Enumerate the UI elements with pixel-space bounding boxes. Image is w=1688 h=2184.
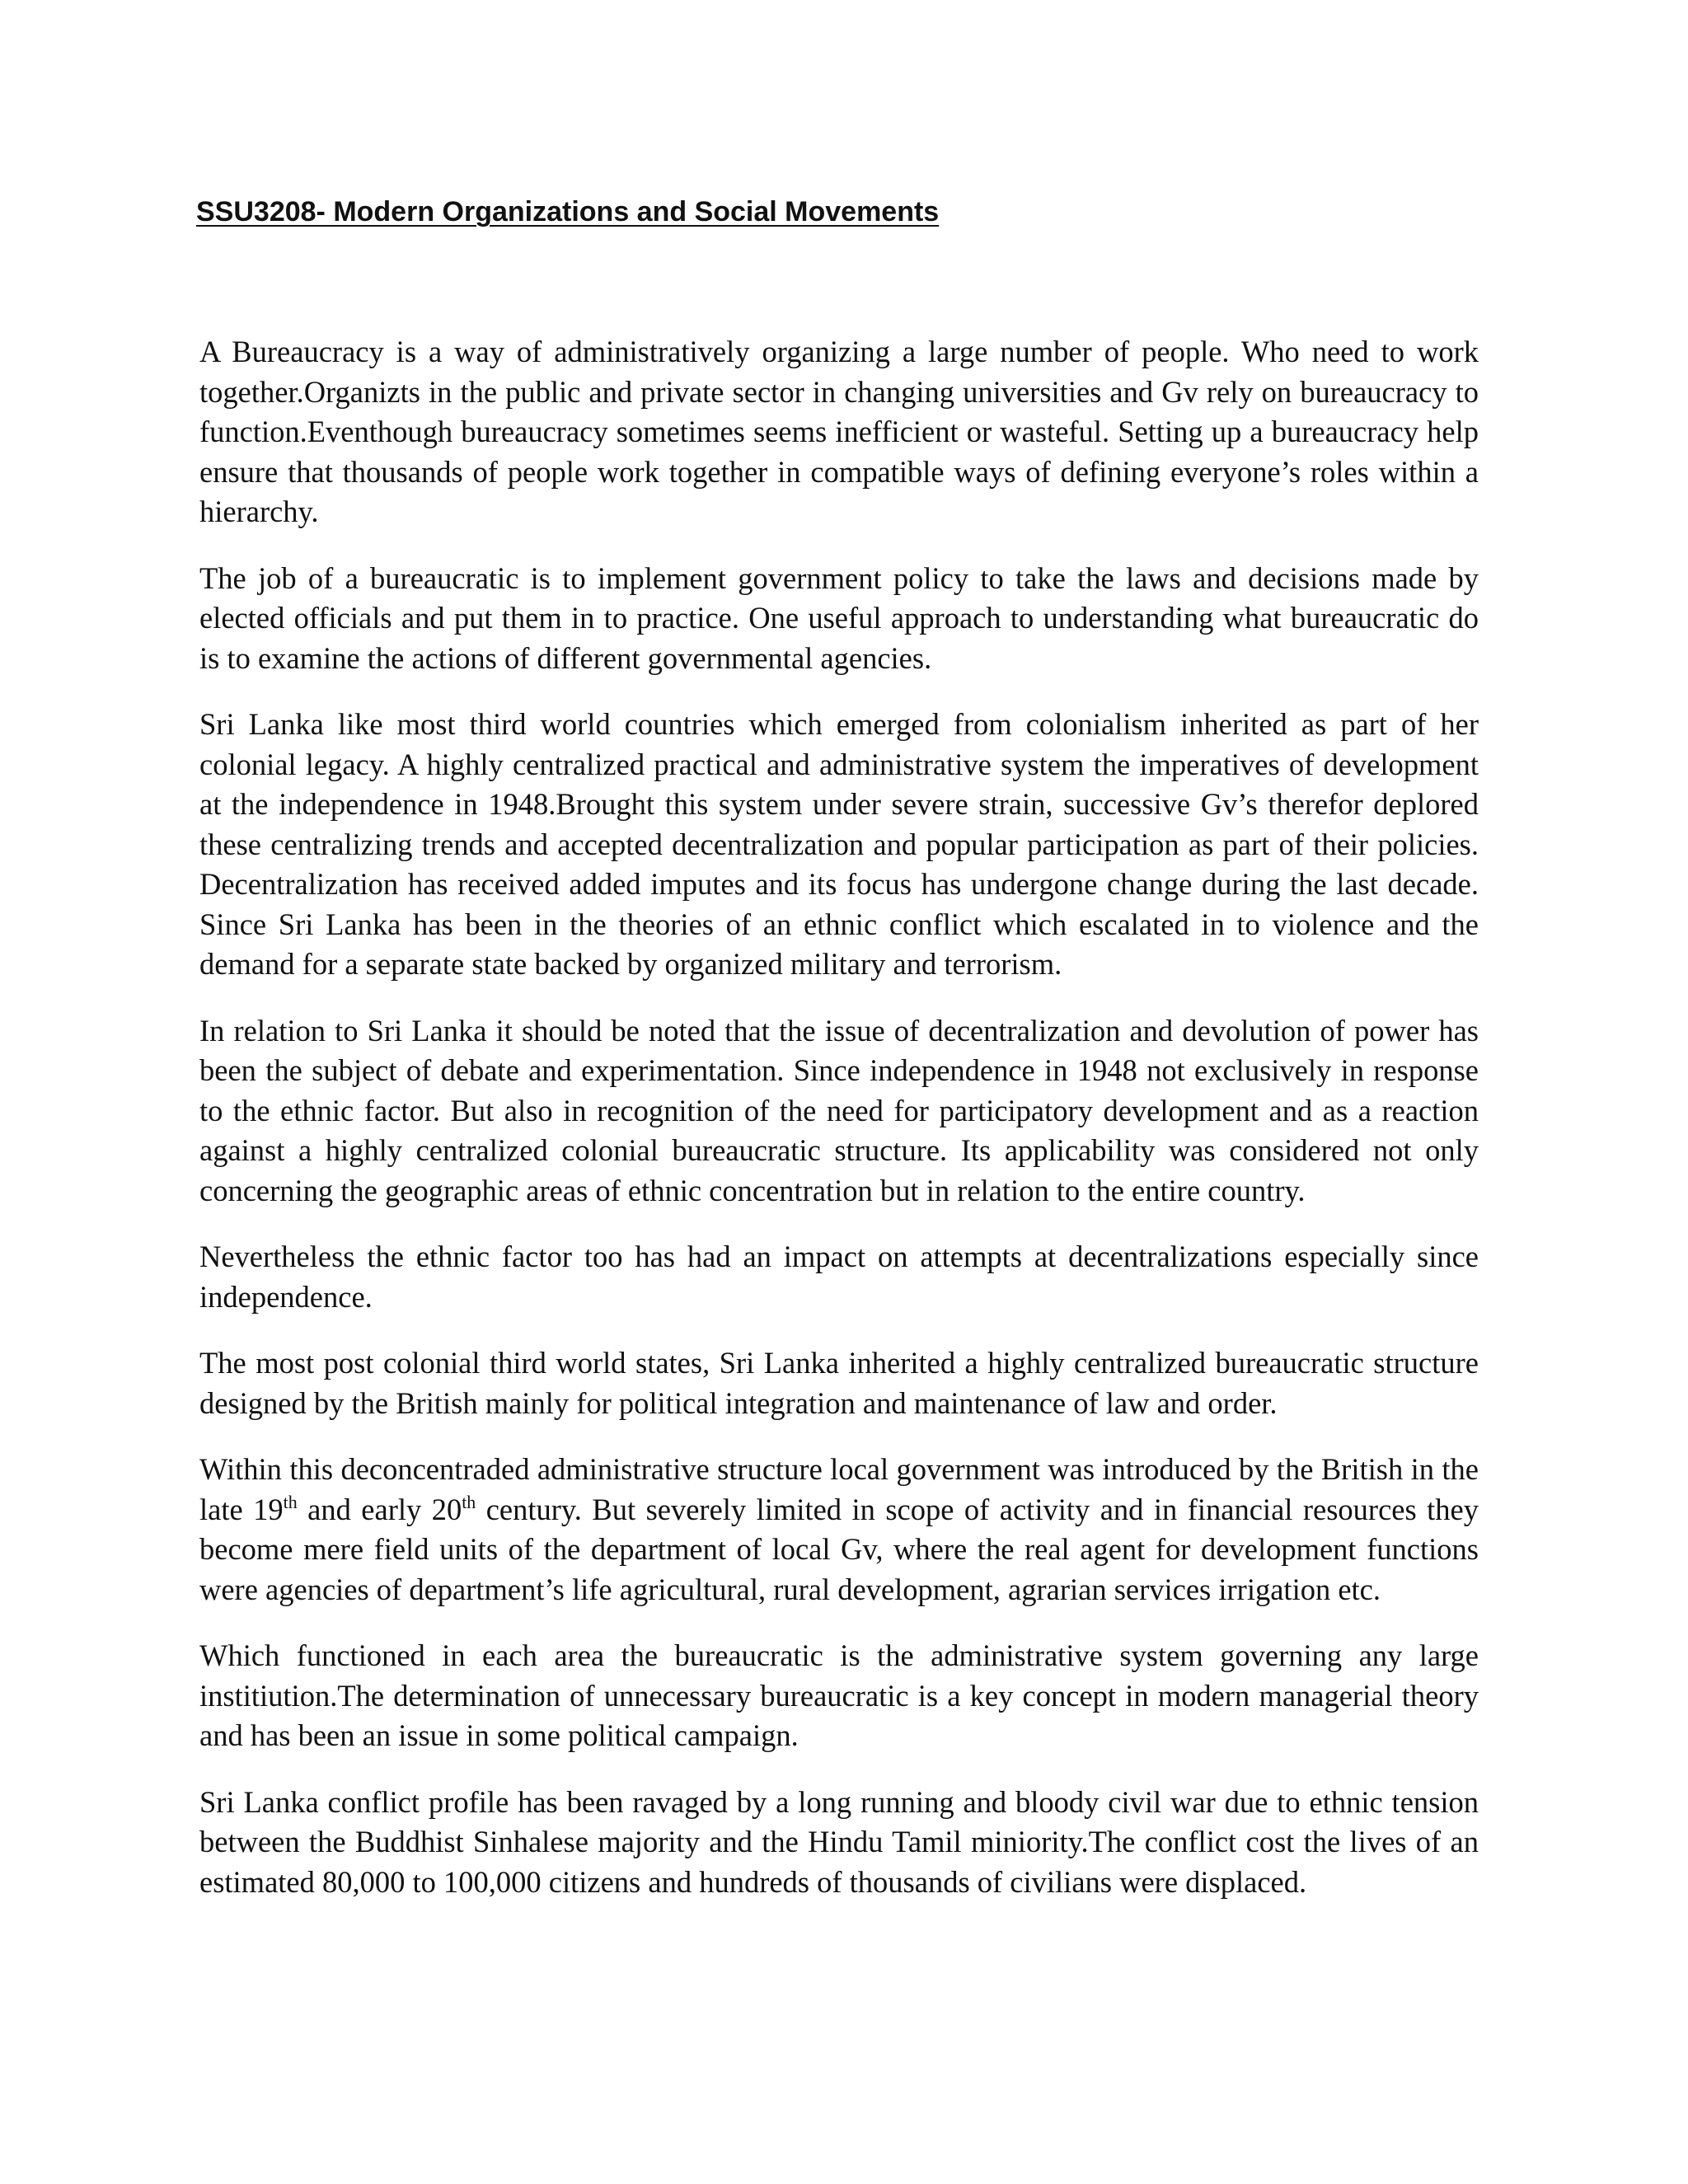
superscript-th-20: th [462, 1492, 476, 1513]
superscript-th-19: th [283, 1492, 298, 1513]
paragraph-ethnic-factor: Nevertheless the ethnic factor too has had an impact on attempts at decentralizations especially since independence. [199, 1240, 1479, 1314]
paragraph-bureaucracy-definition: A Bureaucracy is a way of administratively organizing a large number of people. Who need to work together.Organizts in the public and private sector in changing universities and Gv rely on bureaucracy to function.Eventhough bureaucracy sometimes seems inefficient or wasteful. Setting up a bureaucracy help ensure that thousands of people work together in compatible ways of defining everyone’s roles within a hierarchy. [199, 335, 1479, 528]
paragraph-bureaucratic-job: The job of a bureaucratic is to implement government policy to take the laws and decisions made by elected officials and put them in to practice. One useful approach to understanding what bureaucratic do is to examine the actions of different governmental agencies. [199, 560, 1479, 675]
document-title: SSU3208- Modern Organizations and Social Movements [196, 196, 940, 227]
paragraph-local-government-part3: century. But severely limited in scope of activity and in financial resources they become mere field units of the department of local Gv, where the real agent for development functions were agencies of department’s life agricultural, rural development, agrarian services irrigation etc. [199, 1492, 1479, 1606]
paragraph-conflict-profile: Sri Lanka conflict profile has been ravaged by a long running and bloody civil war due to ethnic tension between the Buddhist Sinhalese majority and the Hindu Tamil miniority.The conflict cost the lives of an estimated 80,000 to 100,000 citizens and hundreds of thousands of civilians were displaced. [199, 1784, 1479, 1899]
paragraph-local-government-part1: Within this deconcentraded administrative structure local government was introduced by the British in the late 19 [199, 1452, 1479, 1526]
paragraph-sri-lanka-colonial-legacy: Sri Lanka like most third world countries which emerged from colonialism inherited as part of her colonial legacy. A highly centralized practical and administrative system the imperatives of development at the independence in 1948.Brought this system under severe strain, successive Gv’s therefor deplored these centralizing trends and accepted decentralization and popular participation as part of their policies. Decentralization has received added imputes and its focus has undergone change during the last decade. Since Sri Lanka has been in the theories of an ethnic conflict which escalated in to violence and the demand for a separate state backed by organized military and terrorism. [199, 707, 1479, 981]
paragraph-decentralization-debate: In relation to Sri Lanka it should be noted that the issue of decentralization and devolution of power has been the subject of debate and experimentation. Since independence in 1948 not exclusively in response to the ethnic factor. But also in recognition of the need for participatory development and as a reaction against a highly centralized colonial bureaucratic structure. Its applicability was considered not only concerning the geographic areas of ethnic concentration but in relation to the entire country. [199, 1013, 1479, 1207]
paragraph-local-government-part2: and early 20 [297, 1492, 462, 1526]
document-body [199, 332, 1479, 1929]
paragraph-local-government [199, 1450, 1479, 1610]
paragraph-administrative-system: Which functioned in each area the bureaucratic is the administrative system governing any large institiution.The determination of unnecessary bureaucratic is a key concept in modern managerial theory and has been an issue in some political campaign. [199, 1638, 1479, 1752]
paragraph-post-colonial-structure: The most post colonial third world states, Sri Lanka inherited a highly centralized bureaucratic structure designed by the British mainly for political integration and maintenance of law and order. [199, 1346, 1479, 1420]
